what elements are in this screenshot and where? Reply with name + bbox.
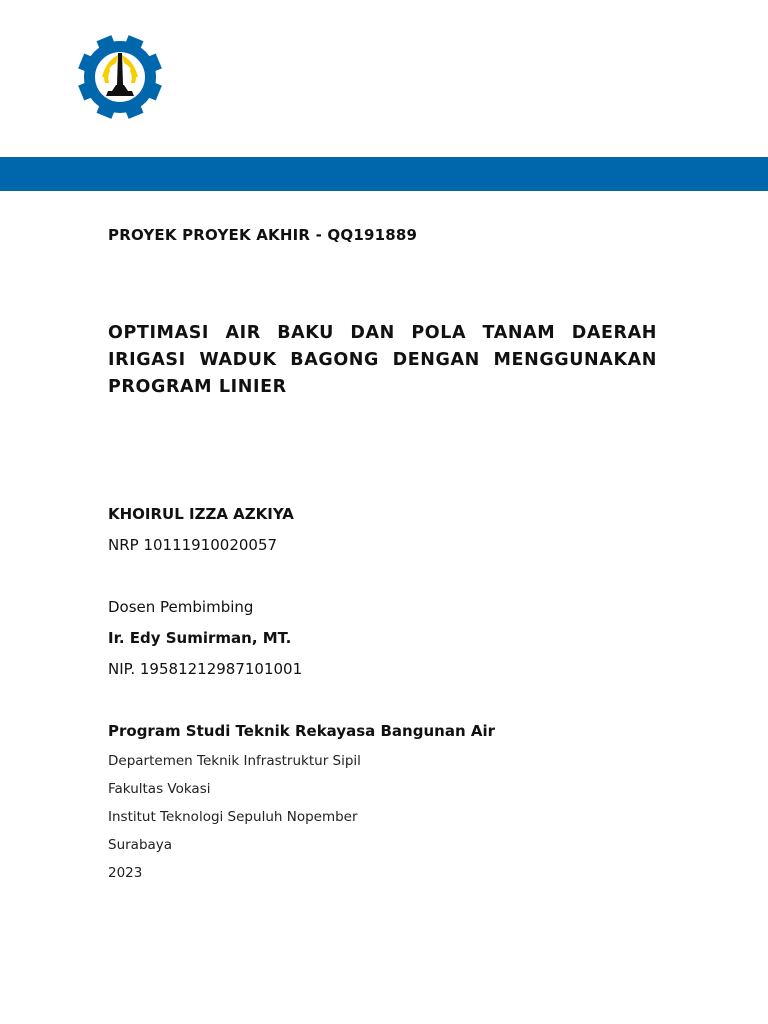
its-emblem-icon bbox=[72, 33, 168, 121]
advisor-label: Dosen Pembimbing bbox=[108, 598, 254, 616]
city: Surabaya bbox=[108, 837, 173, 853]
department: Departemen Teknik Infrastruktur Sipil bbox=[108, 753, 361, 769]
header-band bbox=[0, 157, 768, 191]
title-line: PROGRAM LINIER bbox=[108, 377, 287, 397]
author-name: KHOIRUL IZZA AZKIYA bbox=[108, 505, 294, 523]
document-title bbox=[108, 320, 657, 401]
advisor-nip: NIP. 19581212987101001 bbox=[108, 660, 303, 678]
year: 2023 bbox=[108, 865, 143, 881]
institute: Institut Teknologi Sepuluh Nopember bbox=[108, 809, 358, 825]
study-program: Program Studi Teknik Rekayasa Bangunan Air bbox=[108, 722, 495, 740]
advisor-name: Ir. Edy Sumirman, MT. bbox=[108, 629, 292, 647]
project-code: PROYEK PROYEK AKHIR - QQ191889 bbox=[108, 226, 418, 244]
faculty: Fakultas Vokasi bbox=[108, 781, 211, 797]
author-nrp: NRP 10111910020057 bbox=[108, 536, 278, 554]
title-line: OPTIMASI AIR BAKU DAN POLA TANAM DAERAH bbox=[108, 323, 657, 343]
title-line: IRIGASI WADUK BAGONG DENGAN MENGGUNAKAN bbox=[108, 350, 657, 370]
